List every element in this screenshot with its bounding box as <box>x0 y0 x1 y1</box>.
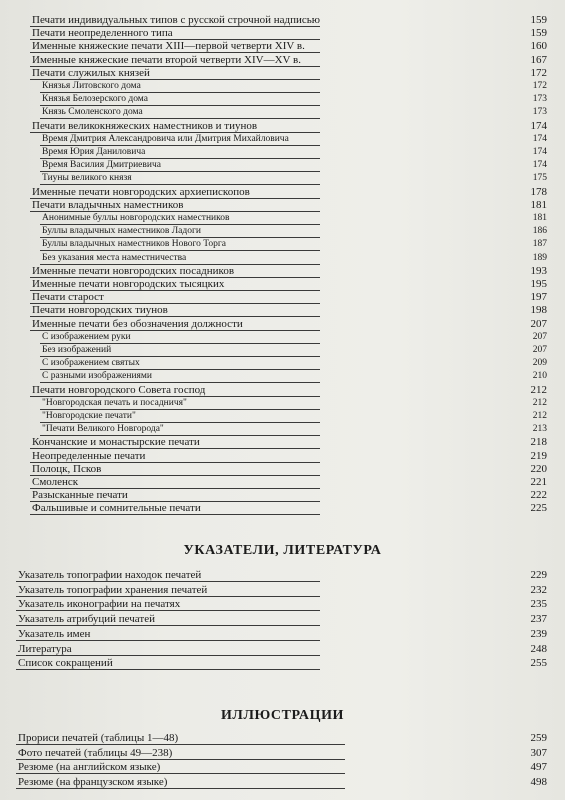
toc-entry-page: 232 <box>530 583 547 596</box>
toc-entry <box>0 568 565 582</box>
toc-entry-title: "Новгородские печати" <box>42 411 136 421</box>
toc-entry-title: С изображением руки <box>42 331 131 342</box>
toc-entry <box>0 277 565 291</box>
toc-entry <box>0 612 565 626</box>
toc-entry-title: Фото печатей (таблицы 49—238) <box>18 746 173 759</box>
toc-entry <box>0 330 565 344</box>
toc-entry-page: 213 <box>532 424 547 435</box>
toc-entry-title: Без изображений <box>42 345 112 355</box>
toc-entry-page: 198 <box>530 304 547 317</box>
toc-entry <box>0 39 565 53</box>
toc-entry <box>0 435 565 449</box>
toc-entry-page: 239 <box>530 627 547 640</box>
toc-entry-page: 174 <box>532 133 547 144</box>
heading-illustrations: ИЛЛЮСТРАЦИИ <box>220 708 345 723</box>
toc-entry-page: 181 <box>532 213 547 223</box>
toc-entry-page: 173 <box>532 94 547 105</box>
toc-entry <box>0 501 565 515</box>
toc-entry-page: 225 <box>530 502 547 515</box>
toc-entry-page: 229 <box>530 569 547 581</box>
toc-entry-page: 187 <box>532 239 547 250</box>
toc-entry-page: 220 <box>530 462 547 475</box>
toc-entry-title: Буллы владычных наместников Ладоги <box>42 226 201 237</box>
toc-entry-page: 219 <box>530 449 547 462</box>
toc-entry-page: 307 <box>530 746 547 759</box>
toc-entry <box>0 383 565 397</box>
toc-entry-page: 212 <box>532 411 547 421</box>
toc-entry-title: С разными изображениями <box>42 371 152 382</box>
toc-entry-page: 167 <box>530 53 547 66</box>
toc-entry-page: 497 <box>530 761 547 774</box>
toc-entry-page: 172 <box>530 66 547 79</box>
toc-entry <box>0 251 565 265</box>
toc-entry-page: 175 <box>532 173 547 184</box>
toc-entry-page: 174 <box>530 119 547 132</box>
toc-entry-title: Печати великокняжеских наместников и тиунов <box>32 119 258 132</box>
toc-entry <box>0 317 565 331</box>
toc-entry-page: 172 <box>532 81 547 91</box>
toc-entry-page: 159 <box>530 14 547 26</box>
toc-entry <box>0 66 565 80</box>
toc-entry-title: Князь Смоленского дома <box>42 107 143 118</box>
toc-entry-page: 193 <box>530 264 547 277</box>
toc-entry <box>0 583 565 597</box>
toc-entry <box>0 185 565 199</box>
toc-entry <box>0 488 565 502</box>
toc-entry-page: 210 <box>532 371 547 382</box>
toc-entry-page: 498 <box>530 775 547 788</box>
toc-entry-title: Время Юрия Даниловича <box>42 147 146 157</box>
toc-underline <box>16 669 320 670</box>
toc-entry <box>0 211 565 225</box>
toc-entry <box>0 760 565 774</box>
toc-entry-page: 195 <box>530 278 547 290</box>
toc-entry-title: Анонимные буллы новгородских наместников <box>42 213 230 223</box>
toc-entry <box>0 356 565 370</box>
toc-entry-title: Именные княжеские печати второй четверти XIV—XV в. <box>32 53 301 66</box>
toc-entry-page: 248 <box>530 642 547 655</box>
toc-entry-title: Резюме (на французском языке) <box>18 775 168 788</box>
toc-entry-title: Именные печати новгородских архиепископов <box>32 185 250 198</box>
toc-entry-title: Прориси печатей (таблицы 1—48) <box>18 732 179 744</box>
toc-entry-page: 159 <box>530 27 547 40</box>
toc-entry-title: Указатель имен <box>18 627 91 640</box>
toc-entry <box>0 171 565 185</box>
toc-underline <box>16 788 345 789</box>
toc-entry-page: 259 <box>530 732 547 744</box>
toc-entry-title: Именные печати без обозначения должности <box>32 317 243 330</box>
toc-entry-page: 174 <box>532 147 547 157</box>
toc-entry <box>0 343 565 357</box>
toc-entry-page: 209 <box>532 358 547 369</box>
toc-entry-title: Без указания места наместничества <box>42 252 187 263</box>
toc-entry-page: 178 <box>530 185 547 198</box>
toc-entry-title: "Новгородская печать и посадничя" <box>42 397 187 408</box>
toc-entry <box>0 290 565 304</box>
toc-entry-title: Неопределенные печати <box>32 449 146 462</box>
toc-entry-title: Тиуны великого князя <box>42 173 132 184</box>
toc-entry-title: Именные княжеские печати XIII—первой четверти XIV в. <box>32 40 305 53</box>
toc-entry <box>0 642 565 656</box>
toc-entry-page: 173 <box>532 107 547 118</box>
toc-entry-title: Печати новгородского Совета господ <box>32 383 206 396</box>
toc-entry-page: 186 <box>532 226 547 237</box>
toc-entry-title: Фальшивые и сомнительные печати <box>32 502 201 515</box>
toc-entry <box>0 79 565 93</box>
toc-entry <box>0 627 565 641</box>
toc-entry-page: 181 <box>530 198 547 211</box>
toc-entry-title: Разысканные печати <box>32 489 128 502</box>
toc-entry-title: Смоленск <box>32 476 79 488</box>
toc-entry <box>0 264 565 278</box>
toc-entry-title: Печати индивидуальных типов с русской строчной надписью <box>32 14 320 26</box>
toc-entry <box>0 26 565 40</box>
toc-entry-title: Полоцк, Псков <box>32 462 102 475</box>
toc-entry-title: Время Дмитрия Александровича или Дмитрия Михайловича <box>42 133 289 144</box>
toc-entry-title: Список сокращений <box>18 657 113 670</box>
toc-entry <box>0 224 565 238</box>
toc-entry-title: Литература <box>18 642 72 655</box>
toc-entry <box>0 746 565 760</box>
toc-entry-title: С изображением святых <box>42 358 140 369</box>
toc-entry-page: 174 <box>532 160 547 171</box>
toc-entry-title: Буллы владычных наместников Нового Торга <box>42 239 227 250</box>
toc-entry <box>0 303 565 317</box>
toc-entry-title: Печати владычных наместников <box>32 198 184 211</box>
toc-entry-title: Указатель иконографии на печатях <box>18 598 181 611</box>
toc-entry-title: Князья Белозерского дома <box>42 94 148 105</box>
toc-entry-title: Резюме (на английском языке) <box>18 761 161 774</box>
toc-entry <box>0 53 565 67</box>
toc-entry-page: 160 <box>530 40 547 53</box>
toc-entry <box>0 132 565 146</box>
toc-entry-page: 218 <box>530 436 547 449</box>
toc-entry <box>0 597 565 611</box>
toc-entry-title: "Печати Великого Новгорода" <box>42 424 164 435</box>
toc-entry <box>0 145 565 159</box>
toc-entry-page: 207 <box>532 331 547 342</box>
toc-entry-title: Именные печати новгородских посадников <box>32 264 235 277</box>
toc-entry-page: 255 <box>530 657 547 670</box>
toc-entry-title: Указатель атрибуций печатей <box>18 613 155 626</box>
toc-entry-page: 221 <box>530 476 547 488</box>
toc-entry <box>0 92 565 106</box>
toc-entry-page: 197 <box>530 291 547 304</box>
toc-entry-page: 189 <box>532 252 547 263</box>
toc-entry <box>0 13 565 27</box>
toc-entry <box>0 119 565 133</box>
toc-entry <box>0 475 565 489</box>
toc-entry-page: 222 <box>530 489 547 502</box>
toc-entry <box>0 731 565 745</box>
toc-entry-title: Печати служилых князей <box>32 66 150 79</box>
toc-entry-page: 207 <box>532 345 547 355</box>
toc-entry-page: 235 <box>530 598 547 611</box>
toc-entry <box>0 409 565 423</box>
toc-entry-title: Печати старост <box>32 291 104 304</box>
toc-entry-title: Кончанские и монастырские печати <box>32 436 200 449</box>
toc-entry-title: Печати новгородских тиунов <box>32 304 168 317</box>
toc-entry <box>0 656 565 670</box>
toc-entry <box>0 369 565 383</box>
toc-entry <box>0 158 565 172</box>
toc-entry <box>0 449 565 463</box>
toc-entry <box>0 775 565 789</box>
toc-entry <box>0 422 565 436</box>
toc-entry-page: 207 <box>530 317 547 330</box>
toc-entry <box>0 462 565 476</box>
toc-entry-title: Указатель топографии хранения печатей <box>18 583 208 596</box>
toc-entry <box>0 237 565 251</box>
toc-entry-title: Печати неопределенного типа <box>32 27 173 40</box>
toc-entry-title: Князья Литовского дома <box>42 81 141 91</box>
toc-entry-page: 237 <box>530 613 547 626</box>
toc-entry-page: 212 <box>532 397 547 408</box>
toc-underline <box>30 514 320 515</box>
toc-entry-title: Указатель топографии находок печатей <box>18 569 202 581</box>
toc-entry-title: Время Василия Дмитриевича <box>42 160 161 171</box>
toc-entry-title: Именные печати новгородских тысяцких <box>32 278 225 290</box>
toc-entry <box>0 396 565 410</box>
heading-indexes: УКАЗАТЕЛИ, ЛИТЕРАТУРА <box>183 543 382 558</box>
toc-entry-page: 212 <box>530 383 547 396</box>
toc-entry <box>0 198 565 212</box>
toc-entry <box>0 105 565 119</box>
